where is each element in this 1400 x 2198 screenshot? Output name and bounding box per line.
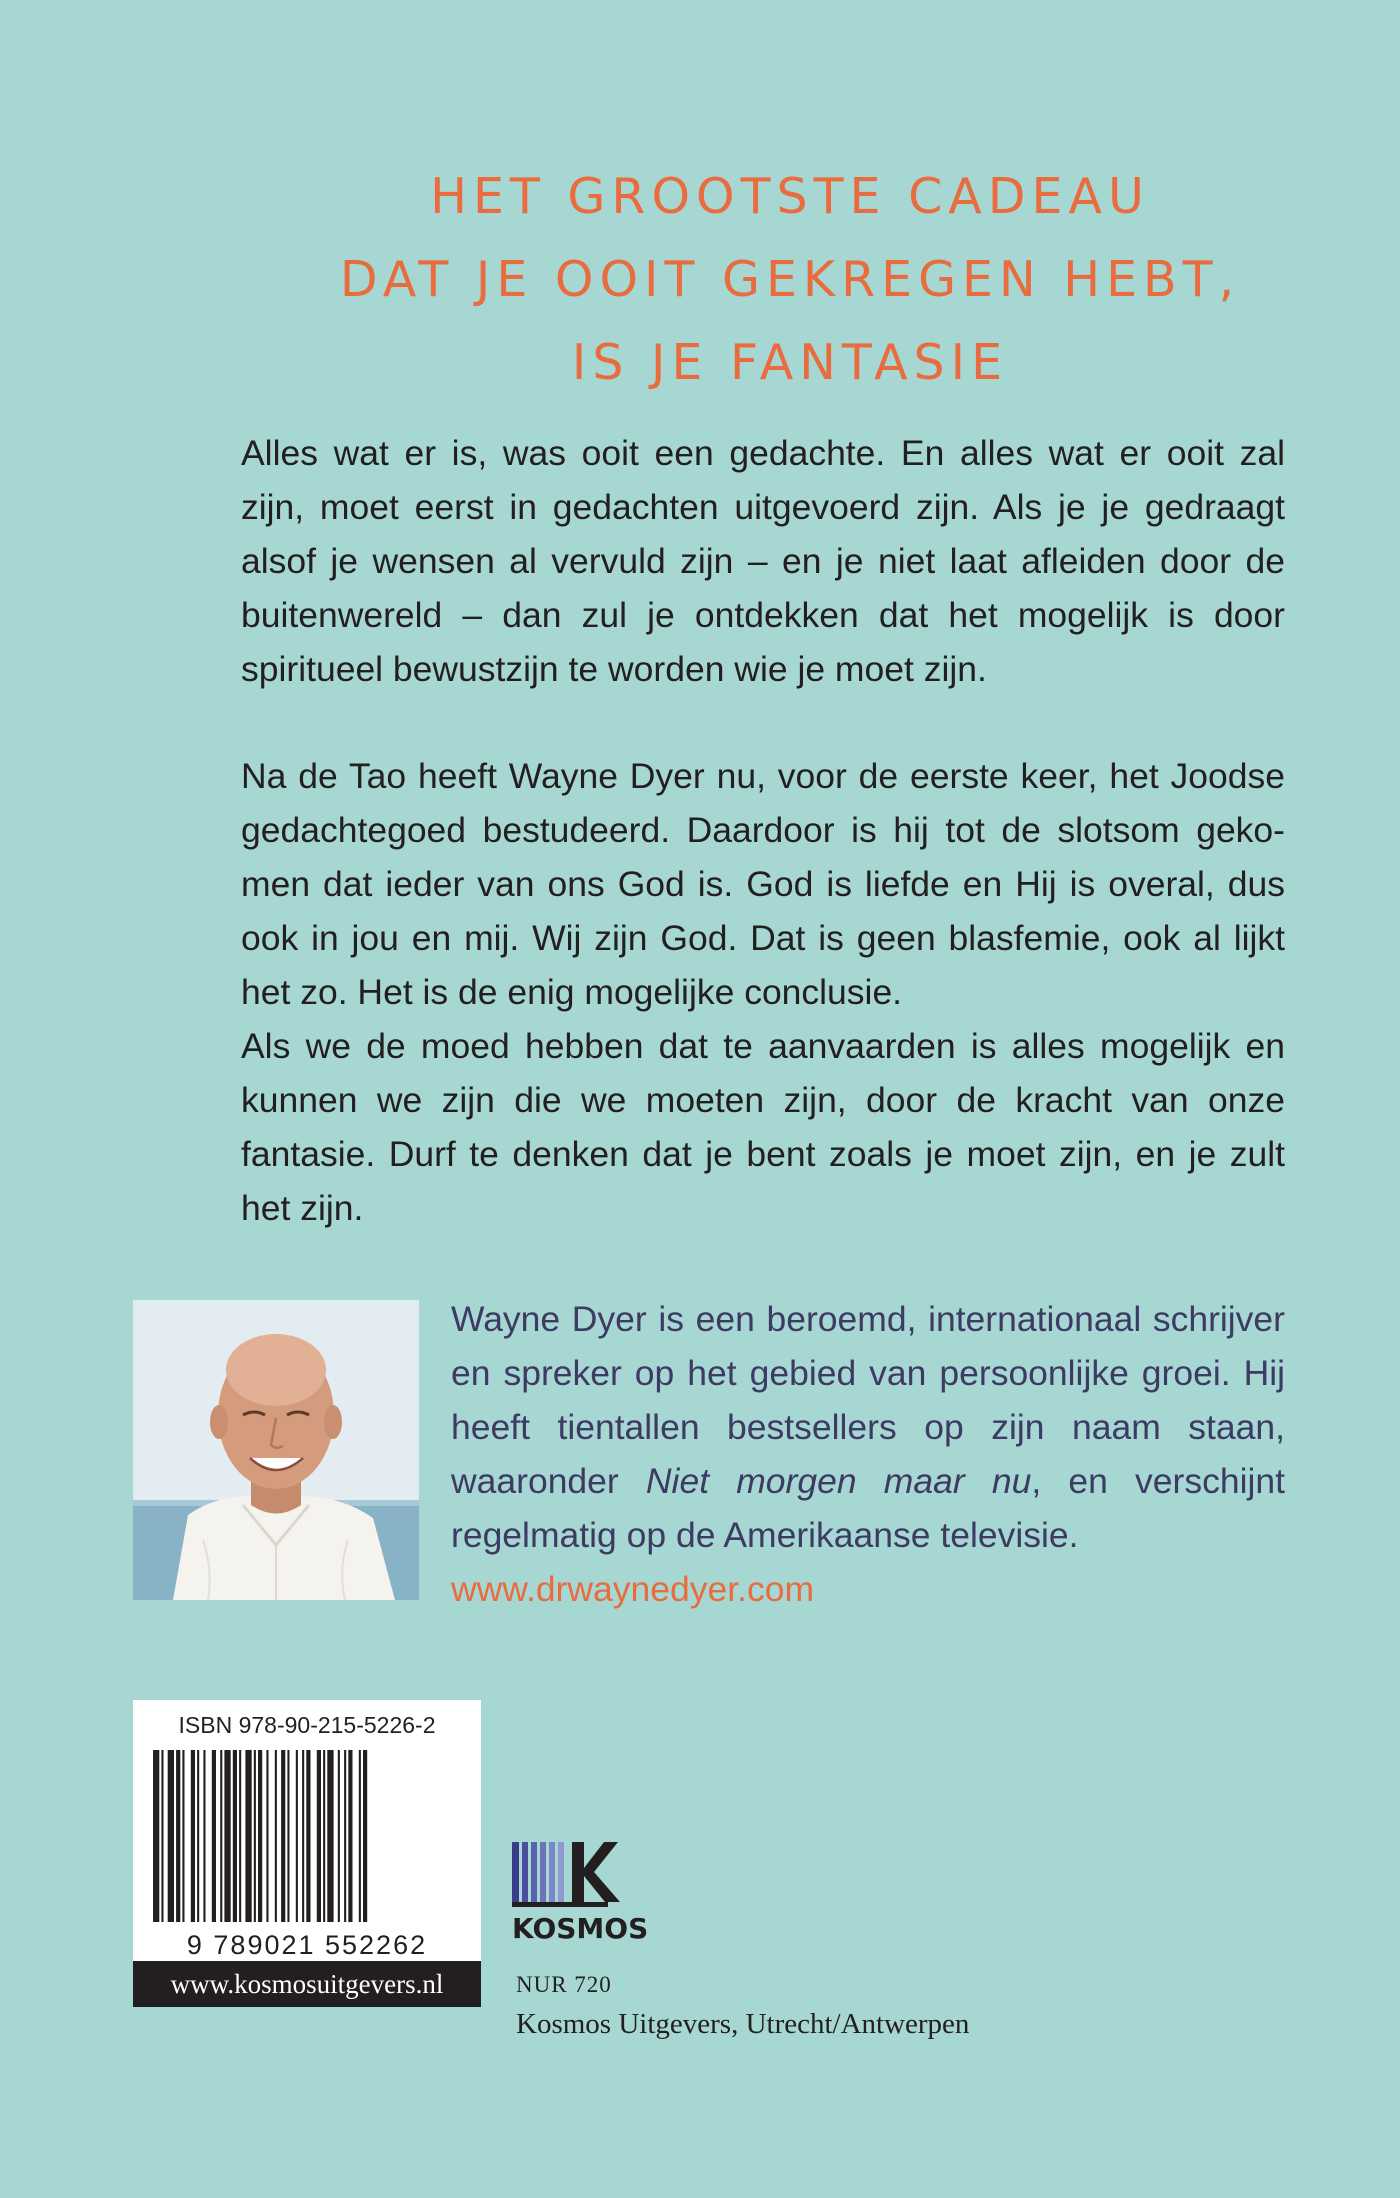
body-line: het zo. Het is de enig mogelijke conclusie.	[241, 972, 903, 1012]
body-line: ook in jou en mij. Wij zijn God. Dat is geen blasfemie, ook al lijkt	[241, 918, 1285, 958]
author-bio	[451, 1292, 1285, 1616]
author-bio-text: , en verschijnt	[1031, 1461, 1285, 1501]
headline-line-2: DAT JE OOIT GEKREGEN HEBT,	[339, 251, 1241, 308]
author-bio-line: regelmatig op de Amerikaanse televisie.	[451, 1515, 1079, 1555]
kosmos-logo-icon	[512, 1840, 652, 1910]
closing-line: Als we de moed hebben dat te aanvaarden is alles mogelijk en	[241, 1026, 1285, 1066]
book-title: Niet morgen maar nu	[645, 1461, 1032, 1501]
body-line: gedachtegoed bestudeerd. Daardoor is hij tot de slotsom geko-	[241, 810, 1285, 850]
body-paragraph	[241, 749, 1285, 1019]
author-bio-line	[451, 1454, 1285, 1508]
publisher-name: Kosmos Uitgevers, Utrecht/Antwerpen	[516, 2008, 970, 2040]
author-bio-line: Wayne Dyer is een beroemd, internationaal schrijver	[451, 1299, 1285, 1339]
isbn-label: ISBN 978-90-215-5226-2	[178, 1712, 436, 1738]
kosmos-logo-text: KOSMOS	[512, 1912, 649, 1945]
headline-line-3: IS JE FANTASIE	[571, 334, 1009, 391]
author-bio-line: en spreker op het gebied van persoonlijke groei. Hij	[451, 1353, 1285, 1393]
author-photo	[133, 1300, 419, 1600]
author-portrait-illustration	[133, 1300, 419, 1600]
closing-line: kunnen we zijn die we moeten zijn, door de kracht van onze	[241, 1080, 1285, 1120]
headline	[240, 155, 1340, 404]
publisher-url[interactable]: www.kosmosuitgevers.nl	[133, 1961, 481, 2007]
intro-paragraph	[241, 426, 1285, 696]
intro-line: spiritueel bewustzijn te worden wie je moet zijn.	[241, 649, 987, 689]
closing-paragraph	[241, 1019, 1285, 1235]
author-bio-text: waaronder	[451, 1461, 646, 1501]
intro-line: Alles wat er is, was ooit een gedachte. En alles wat er ooit zal	[241, 433, 1285, 473]
body-line: men dat ieder van ons God is. God is liefde en Hij is overal, dus	[241, 864, 1285, 904]
body-line: Na de Tao heeft Wayne Dyer nu, voor de eerste keer, het Joodse	[241, 756, 1285, 796]
headline-line-1: HET GROOTSTE CADEAU	[430, 168, 1150, 225]
closing-line: fantasie. Durf te denken dat je bent zoals je moet zijn, en je zult	[241, 1134, 1285, 1174]
intro-line: zijn, moet eerst in gedachten uitgevoerd zijn. Als je je gedraagt	[241, 487, 1285, 527]
author-bio-line: heeft tientallen bestsellers op zijn naam staan,	[451, 1407, 1285, 1447]
nur-code: NUR 720	[516, 1972, 612, 1997]
closing-line: het zijn.	[241, 1188, 364, 1228]
barcode-number: 9 789021 552262	[186, 1930, 428, 1960]
barcode	[153, 1750, 461, 1932]
intro-line: alsof je wensen al vervuld zijn – en je niet laat afleiden door de	[241, 541, 1285, 581]
author-website-link[interactable]: www.drwaynedyer.com	[451, 1569, 815, 1609]
isbn-barcode-box	[133, 1700, 481, 1961]
intro-line: buitenwereld – dan zul je ontdekken dat het mogelijk is door	[241, 595, 1285, 635]
